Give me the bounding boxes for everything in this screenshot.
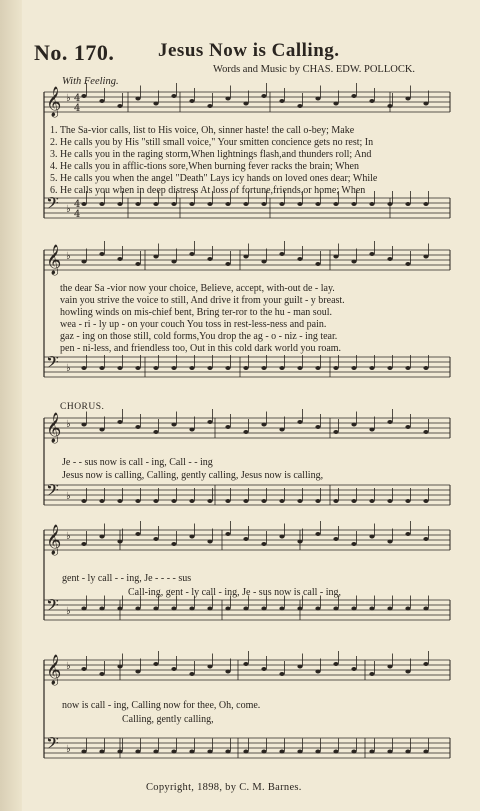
note-head xyxy=(261,542,266,546)
note-head xyxy=(279,202,284,206)
note-head xyxy=(153,537,158,541)
chorus-system-3-lower-lyrics: Calling, gently calling, xyxy=(122,714,214,725)
chorus-system-2-lower-lyrics: Call-ing, gent - ly call - ing, Je - sus now is call - ing, xyxy=(128,587,342,598)
note-head xyxy=(171,423,176,427)
note-head xyxy=(405,97,410,101)
time-signature: 4 xyxy=(74,199,81,210)
note-head xyxy=(189,366,194,370)
note-head xyxy=(315,750,320,754)
note-head xyxy=(351,366,356,370)
note-head xyxy=(135,202,140,206)
note-head xyxy=(351,423,356,427)
note-head xyxy=(279,366,284,370)
note-head xyxy=(243,750,248,754)
note-head xyxy=(171,607,176,611)
note-head xyxy=(297,607,302,611)
note-head xyxy=(315,262,320,266)
note-head xyxy=(135,262,140,266)
note-head xyxy=(405,425,410,429)
tempo-marking: With Feeling. xyxy=(62,76,119,87)
note-head xyxy=(297,420,302,424)
note-head xyxy=(117,499,122,503)
note-head xyxy=(171,202,176,206)
verse-4-line-2: wea - ri - ly up - on your couch You toss in rest-less-ness and pain. xyxy=(60,319,327,330)
note-head xyxy=(279,499,284,503)
note-head xyxy=(423,662,428,666)
note-head xyxy=(297,366,302,370)
note-head xyxy=(99,202,104,206)
note-head xyxy=(189,252,194,256)
note-head xyxy=(135,425,140,429)
note-head xyxy=(351,607,356,611)
note-head xyxy=(99,607,104,611)
bass-clef-icon: 𝄢 xyxy=(46,595,59,619)
verse-5-line-2: gaz - ing on those still, cold forms,You drop the ag - o - niz - ing tear. xyxy=(60,331,338,342)
note-head xyxy=(423,750,428,754)
note-head xyxy=(369,607,374,611)
note-head xyxy=(297,104,302,108)
note-head xyxy=(207,104,212,108)
note-head xyxy=(279,750,284,754)
note-head xyxy=(297,665,302,669)
bass-clef-icon: 𝄢 xyxy=(46,480,59,504)
note-head xyxy=(423,607,428,611)
note-head xyxy=(369,252,374,256)
flat-sign-icon: ♭ xyxy=(66,93,71,104)
note-head xyxy=(189,535,194,539)
note-head xyxy=(405,262,410,266)
treble-clef-icon: 𝄞 xyxy=(46,245,62,275)
note-head xyxy=(207,420,212,424)
note-head xyxy=(117,366,122,370)
note-head xyxy=(405,750,410,754)
flat-sign-icon: ♭ xyxy=(66,744,71,755)
note-head xyxy=(243,662,248,666)
verse-6-line-1: 6. He calls you when in deep distress At loss of fortune,friends,or home; When xyxy=(50,185,366,196)
note-head xyxy=(351,750,356,754)
note-head xyxy=(99,428,104,432)
note-head xyxy=(153,750,158,754)
time-signature: 4 xyxy=(74,209,81,220)
note-head xyxy=(387,104,392,108)
note-head xyxy=(243,607,248,611)
note-head xyxy=(387,366,392,370)
note-head xyxy=(351,667,356,671)
note-head xyxy=(423,537,428,541)
note-head xyxy=(333,202,338,206)
verse-1-line-1: 1. The Sa-vior calls, list to His voice, Oh, sinner haste! the call o-bey; Make xyxy=(50,125,355,136)
note-head xyxy=(171,94,176,98)
note-head xyxy=(333,662,338,666)
note-head xyxy=(135,499,140,503)
note-head xyxy=(279,607,284,611)
note-head xyxy=(261,260,266,264)
note-head xyxy=(81,667,86,671)
bass-clef-icon: 𝄢 xyxy=(46,193,59,217)
note-head xyxy=(189,607,194,611)
note-head xyxy=(369,535,374,539)
note-head xyxy=(153,102,158,106)
note-head xyxy=(351,94,356,98)
note-head xyxy=(117,420,122,424)
note-head xyxy=(387,257,392,261)
note-head xyxy=(387,202,392,206)
note-head xyxy=(243,430,248,434)
note-head xyxy=(207,540,212,544)
verse-2-line-1: 2. He calls you by His "still small voice," Your smitten concience gets no rest; In xyxy=(50,137,374,148)
note-head xyxy=(405,366,410,370)
note-head xyxy=(171,366,176,370)
note-head xyxy=(315,97,320,101)
note-head xyxy=(279,99,284,103)
note-head xyxy=(387,665,392,669)
note-head xyxy=(279,672,284,676)
time-signature: 4 xyxy=(74,93,81,104)
note-head xyxy=(189,499,194,503)
note-head xyxy=(297,257,302,261)
note-head xyxy=(333,366,338,370)
flat-sign-icon: ♭ xyxy=(66,363,71,374)
note-head xyxy=(315,202,320,206)
note-head xyxy=(351,542,356,546)
note-head xyxy=(279,252,284,256)
note-head xyxy=(405,607,410,611)
note-head xyxy=(315,670,320,674)
note-head xyxy=(369,428,374,432)
note-head xyxy=(333,750,338,754)
bass-clef-icon: 𝄢 xyxy=(46,733,59,757)
note-head xyxy=(189,750,194,754)
note-head xyxy=(81,94,86,98)
note-head xyxy=(81,202,86,206)
note-head xyxy=(315,499,320,503)
note-head xyxy=(387,499,392,503)
note-head xyxy=(117,540,122,544)
note-head xyxy=(387,607,392,611)
note-head xyxy=(243,202,248,206)
note-head xyxy=(81,260,86,264)
note-head xyxy=(171,542,176,546)
note-head xyxy=(225,499,230,503)
note-head xyxy=(81,750,86,754)
note-head xyxy=(297,202,302,206)
note-head xyxy=(297,750,302,754)
note-head xyxy=(81,542,86,546)
note-head xyxy=(297,499,302,503)
note-head xyxy=(243,499,248,503)
note-head xyxy=(99,366,104,370)
note-head xyxy=(315,607,320,611)
note-head xyxy=(135,750,140,754)
note-head xyxy=(351,499,356,503)
flat-sign-icon: ♭ xyxy=(66,491,71,502)
note-head xyxy=(333,499,338,503)
note-head xyxy=(261,202,266,206)
bass-clef-icon: 𝄢 xyxy=(46,352,59,376)
note-head xyxy=(99,99,104,103)
note-head xyxy=(117,750,122,754)
note-head xyxy=(423,202,428,206)
note-head xyxy=(81,607,86,611)
note-head xyxy=(81,423,86,427)
note-head xyxy=(99,535,104,539)
note-head xyxy=(207,750,212,754)
flat-sign-icon: ♭ xyxy=(66,606,71,617)
note-head xyxy=(207,607,212,611)
note-head xyxy=(117,607,122,611)
verse-5-line-1: 5. He calls you when the angel "Death" Lays icy hands on loved ones dear; While xyxy=(50,173,378,184)
chorus-label: CHORUS. xyxy=(60,402,105,412)
treble-clef-icon: 𝄞 xyxy=(46,655,62,685)
note-head xyxy=(153,202,158,206)
note-head xyxy=(117,104,122,108)
hymn-number: No. 170. xyxy=(34,40,115,65)
note-head xyxy=(207,499,212,503)
note-head xyxy=(405,670,410,674)
note-head xyxy=(351,202,356,206)
note-head xyxy=(405,532,410,536)
note-head xyxy=(81,499,86,503)
flat-sign-icon: ♭ xyxy=(66,204,71,215)
note-head xyxy=(423,102,428,106)
note-head xyxy=(333,607,338,611)
note-head xyxy=(261,750,266,754)
note-head xyxy=(387,750,392,754)
note-head xyxy=(153,430,158,434)
note-head xyxy=(207,202,212,206)
note-head xyxy=(99,499,104,503)
verse-3-line-2: howling winds on mis-chief bent, Bring ter-ror to the hu - man soul. xyxy=(60,307,332,318)
note-head xyxy=(369,202,374,206)
verse-3-line-1: 3. He calls you in the raging storm,When lightnings flash,and thunders roll; And xyxy=(50,149,372,160)
flat-sign-icon: ♭ xyxy=(66,419,71,430)
note-head xyxy=(423,499,428,503)
note-head xyxy=(423,430,428,434)
copyright-notice: Copyright, 1898, by C. M. Barnes. xyxy=(146,782,302,793)
note-head xyxy=(387,420,392,424)
note-head xyxy=(261,94,266,98)
note-head xyxy=(153,255,158,259)
note-head xyxy=(189,428,194,432)
note-head xyxy=(117,665,122,669)
note-head xyxy=(297,540,302,544)
note-head xyxy=(369,366,374,370)
note-head xyxy=(207,257,212,261)
note-head xyxy=(351,260,356,264)
note-head xyxy=(135,97,140,101)
note-head xyxy=(405,499,410,503)
note-head xyxy=(135,532,140,536)
hymn-title: Jesus Now is Calling. xyxy=(158,40,340,61)
note-head xyxy=(423,366,428,370)
chorus-system-1-lower-lyrics: Jesus now is calling, Calling, gently calling, Jesus now is calling, xyxy=(62,470,324,481)
note-head xyxy=(279,535,284,539)
flat-sign-icon: ♭ xyxy=(66,251,71,262)
note-head xyxy=(153,607,158,611)
note-head xyxy=(153,662,158,666)
note-head xyxy=(369,99,374,103)
note-head xyxy=(135,366,140,370)
treble-clef-icon: 𝄞 xyxy=(46,413,62,443)
note-head xyxy=(369,672,374,676)
note-head xyxy=(261,423,266,427)
note-head xyxy=(171,499,176,503)
note-head xyxy=(171,260,176,264)
note-head xyxy=(135,670,140,674)
flat-sign-icon: ♭ xyxy=(66,661,71,672)
note-head xyxy=(333,537,338,541)
note-head xyxy=(189,672,194,676)
note-head xyxy=(333,102,338,106)
note-head xyxy=(225,202,230,206)
note-head xyxy=(207,366,212,370)
note-head xyxy=(315,532,320,536)
note-head xyxy=(243,255,248,259)
note-head xyxy=(315,366,320,370)
note-head xyxy=(99,672,104,676)
note-head xyxy=(117,202,122,206)
note-head xyxy=(189,202,194,206)
note-head xyxy=(225,97,230,101)
note-head xyxy=(315,425,320,429)
chorus-system-3-upper-lyrics: now is call - ing, Calling now for thee, Oh, come. xyxy=(62,700,261,711)
note-head xyxy=(207,665,212,669)
note-head xyxy=(279,428,284,432)
treble-clef-icon: 𝄞 xyxy=(46,87,62,117)
chorus-system-1-upper-lyrics: Je - - sus now is call - ing, Call - - ing xyxy=(62,457,213,468)
note-head xyxy=(243,102,248,106)
note-head xyxy=(333,430,338,434)
note-head xyxy=(117,257,122,261)
note-head xyxy=(225,532,230,536)
note-head xyxy=(225,425,230,429)
verse-2-line-2: vain you strive the voice to still, And drive it from your guilt - y breast. xyxy=(60,295,345,306)
note-head xyxy=(225,670,230,674)
note-head xyxy=(261,607,266,611)
note-head xyxy=(225,366,230,370)
note-head xyxy=(225,750,230,754)
flat-sign-icon: ♭ xyxy=(66,531,71,542)
note-head xyxy=(387,540,392,544)
note-head xyxy=(369,499,374,503)
note-head xyxy=(243,366,248,370)
note-head xyxy=(189,99,194,103)
note-head xyxy=(81,366,86,370)
note-head xyxy=(261,667,266,671)
note-head xyxy=(423,255,428,259)
verse-1-line-2: the dear Sa -vior now your choice, Believe, accept, with-out de - lay. xyxy=(60,283,335,294)
note-head xyxy=(261,499,266,503)
chorus-system-2-upper-lyrics: gent - ly call - - ing, Je - - - - sus xyxy=(62,573,192,584)
note-head xyxy=(369,750,374,754)
note-head xyxy=(261,366,266,370)
note-head xyxy=(171,667,176,671)
note-head xyxy=(135,607,140,611)
note-head xyxy=(405,202,410,206)
note-head xyxy=(99,252,104,256)
note-head xyxy=(153,366,158,370)
author-credit: Words and Music by CHAS. EDW. POLLOCK. xyxy=(213,64,416,75)
note-head xyxy=(333,255,338,259)
note-head xyxy=(225,607,230,611)
note-head xyxy=(225,262,230,266)
verse-4-line-1: 4. He calls you in afflic-tions sore,When burning fever racks the brain; When xyxy=(50,161,359,172)
time-signature: 4 xyxy=(74,103,81,114)
note-head xyxy=(171,750,176,754)
note-head xyxy=(243,537,248,541)
note-head xyxy=(99,750,104,754)
note-head xyxy=(153,499,158,503)
treble-clef-icon: 𝄞 xyxy=(46,525,62,555)
verse-6-line-2: pen - ni-less, and friendless too, Out in this cold dark world you roam. xyxy=(60,343,342,354)
